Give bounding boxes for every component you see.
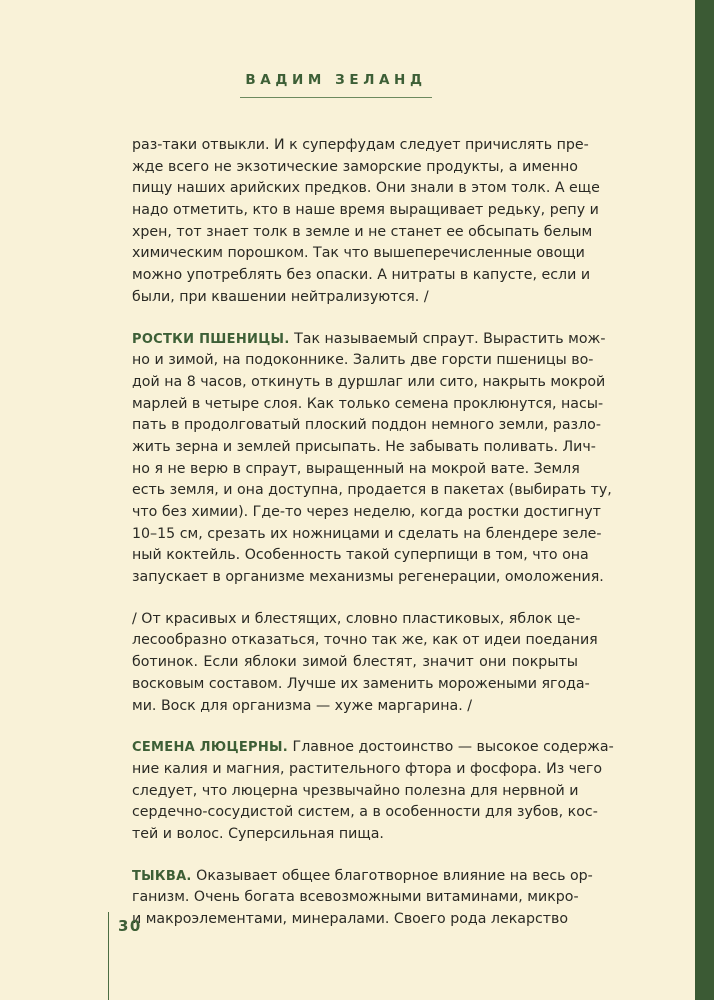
line-text: жде всего не экзотические заморские продукты, а именно <box>132 158 578 175</box>
text-line <box>132 437 596 459</box>
line-text: ми. Воск для организма — хуже маргарина. / <box>132 697 472 714</box>
line-text: ганизм. Очень богата всевозможными витаминами, микро- <box>132 889 579 906</box>
text-line <box>132 222 593 244</box>
line-text: лесообразно отказаться, точно так же, как от идеи поедания <box>132 632 598 649</box>
line-text: ние калия и магния, растительного фтора и фосфора. Из чего <box>132 760 603 777</box>
text-line <box>132 630 598 652</box>
line-text: ный коктейль. Особенность такой суперпищи в том, что она <box>132 547 589 564</box>
running-header <box>240 70 432 98</box>
text-line <box>132 802 598 824</box>
text-line <box>132 866 593 888</box>
line-text: жить зерна и землей присыпать. Не забывать поливать. Лич- <box>132 438 596 455</box>
text-line <box>132 372 606 394</box>
text-line <box>132 135 589 157</box>
text-line <box>132 696 578 718</box>
text-line <box>132 759 603 781</box>
text-line <box>132 480 612 502</box>
line-text: раз-таки отвыкли. И к суперфудам следует причислять пре- <box>132 137 589 153</box>
text-line <box>132 200 599 222</box>
line-text: Оказывает общее благотворное влияние на весь ор- <box>191 867 593 884</box>
header-underline <box>240 97 432 98</box>
line-text: но я не верю в спраут, выращенный на мокрой вате. Земля <box>132 460 580 477</box>
line-text: что без химии). Где-то через неделю, когда ростки достигнут <box>132 504 601 520</box>
text-line <box>132 781 578 803</box>
line-text: запускает в организме механизмы регенерации, омоложения. <box>132 569 604 586</box>
text-line <box>132 609 581 631</box>
body-text <box>132 135 614 951</box>
line-text: тей и волос. Суперсильная пища. <box>132 825 384 842</box>
text-line <box>132 824 578 846</box>
line-text: / От красивых и блестящих, словно пластиковых, яблок це- <box>132 610 581 627</box>
line-text: Так называемый спраут. Вырастить мож- <box>289 330 606 347</box>
paragraph <box>132 135 600 309</box>
text-line <box>132 737 614 759</box>
line-text: и макроэлементами, минералами. Своего рода лекарство <box>132 911 569 927</box>
text-line <box>132 887 578 909</box>
text-line <box>132 415 601 437</box>
author-name: ВАДИМ ЗЕЛАНД <box>245 72 427 88</box>
line-text: но и зимой, на подоконнике. Залить две горсти пшеницы во- <box>132 352 594 369</box>
line-text: восковым составом. Лучше их заменить морожеными ягода- <box>132 675 590 692</box>
text-line <box>132 652 578 674</box>
line-text: пать в продолговатый плоский поддон немного земли, разло- <box>132 417 601 434</box>
text-line <box>132 287 578 309</box>
text-line <box>132 459 578 481</box>
line-text: сердечно-сосудистой систем, а в особенности для зубов, кос- <box>132 804 598 821</box>
entry-term: ТЫКВА. <box>132 868 192 884</box>
paragraph <box>132 866 593 931</box>
text-line <box>132 674 590 696</box>
text-line <box>132 502 601 524</box>
text-line <box>132 157 578 179</box>
line-text: Главное достоинство — высокое содержа- <box>288 739 614 756</box>
line-text: марлей в четыре слоя. Как только семена проклюнутся, насы- <box>132 395 604 412</box>
text-line <box>132 545 589 567</box>
line-text: надо отметить, кто в наше время выращивает редьку, репу и <box>132 202 599 219</box>
line-text: хрен, тот знает толк в земле и не станет ее обсыпать белым <box>132 223 593 240</box>
entry-term: РОСТКИ ПШЕНИЦЫ. <box>132 331 290 347</box>
text-line <box>132 243 585 265</box>
paragraph <box>132 329 612 589</box>
line-text: следует, что люцерна чрезвычайно полезна для нервной и <box>132 782 579 799</box>
line-text: были, при квашении нейтрализуются. / <box>132 288 429 305</box>
text-line <box>132 329 606 351</box>
line-text: можно употреблять без опаски. А нитраты в капусте, если и <box>132 267 591 284</box>
page-number-rule <box>108 912 109 1000</box>
line-text: пищу наших арийских предков. Они знали в этом толк. А еще <box>132 180 600 197</box>
text-line <box>132 350 594 372</box>
entry-term: СЕМЕНА ЛЮЦЕРНЫ. <box>132 740 289 756</box>
line-text: есть земля, и она доступна, продается в пакетах (выбирать ту, <box>132 482 612 499</box>
text-line <box>132 178 600 200</box>
paragraph <box>132 737 614 845</box>
line-text: ботинок. Если яблоки зимой блестят, значит они покрыты <box>132 654 578 671</box>
text-line <box>132 394 604 416</box>
green-spine-stripe <box>695 0 714 1000</box>
line-text: химическим порошком. Так что вышеперечисленные овощи <box>132 245 585 262</box>
page-number: 30 <box>118 917 142 935</box>
text-line <box>132 524 602 546</box>
line-text: дой на 8 часов, откинуть в дуршлаг или сито, накрыть мокрой <box>132 373 606 390</box>
text-line <box>132 265 591 287</box>
text-line <box>132 567 604 589</box>
paragraph <box>132 609 598 717</box>
text-line <box>132 909 578 931</box>
line-text: 10–15 см, срезать их ножницами и сделать на блендере зеле- <box>132 525 602 542</box>
